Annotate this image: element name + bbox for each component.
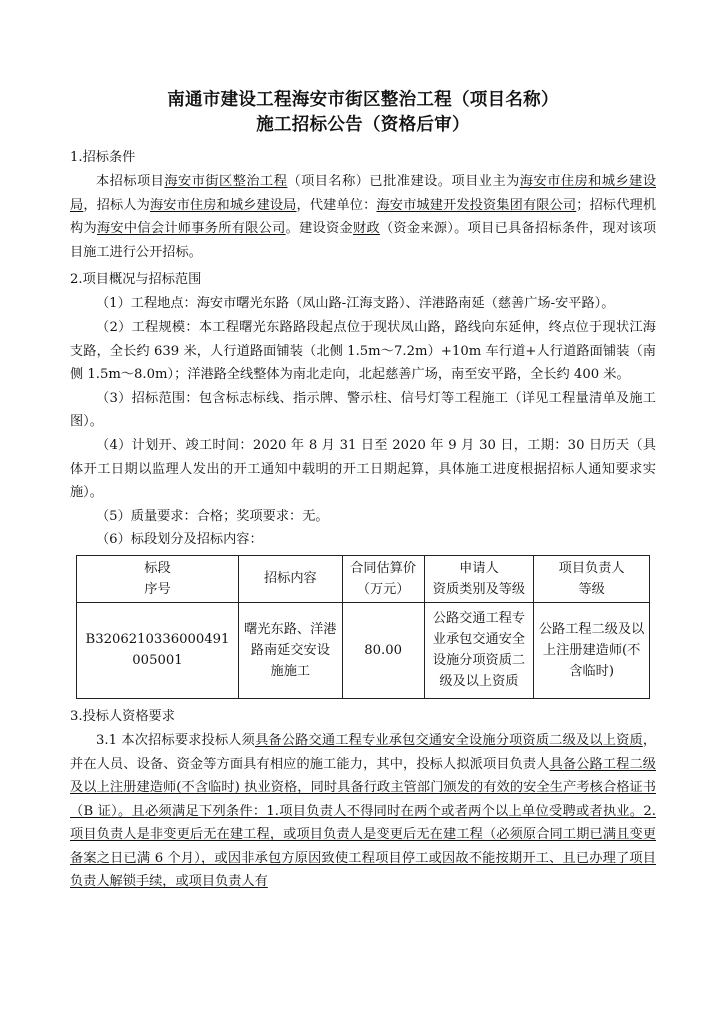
manager-cell: 公路工程二级及以 上注册建造师(不 含临时) bbox=[534, 602, 650, 698]
document-page bbox=[70, 88, 656, 894]
manager-requirements: 具备公路工程二级及以上注册建造师(不含临时) 执业资格，同时具备行政主管部门颁发的有效的安全生产考核合格证书（B 证）。且必须满足下列条件：1.项目负责人不得同时在两个或者两个以上单位受聘或者执业。2.项目负责人是非变更后无在建工程，或项目负责人是变更后无在建工程（必须原合同工期已满且变更备案之日已满 6 个月），或因非承包方原因致使工程项目停工或因故不能按期开工、且已办理了项目负责人解锁手续，或项目负责人有 bbox=[70, 756, 656, 890]
bidder-requirements bbox=[70, 729, 656, 894]
text-segment: ，并在人员、设备、资金等方面具有相应的施工能力，其中，投标人拟派项目负责人 bbox=[70, 732, 656, 772]
section1-paragraph bbox=[70, 170, 656, 264]
table-row bbox=[77, 602, 650, 698]
column-header-manager: 项目负责人 等级 bbox=[534, 555, 650, 602]
bid-lot-table bbox=[76, 555, 650, 699]
text-segment: 本招标项目 bbox=[96, 174, 165, 189]
tender-scope: （3）招标范围：包含标志标线、指示牌、警示柱、信号灯等工程施工（详见工程量清单及施工图）。 bbox=[70, 390, 656, 430]
section1-heading: 1.招标条件 bbox=[70, 150, 136, 165]
project-owner: 海安市住房和城乡建设局 bbox=[70, 174, 657, 213]
text-segment: （资金来源）。项目已具备招标条件，现对该项目施工进行公开招标。 bbox=[70, 221, 657, 260]
section2-heading: 2.项目概况与招标范围 bbox=[70, 272, 202, 288]
text-segment: ，代建单位： bbox=[296, 197, 377, 213]
text-segment: ，招标人为 bbox=[83, 197, 150, 213]
tender-agency: 海安中信会计师事务所有限公司 bbox=[96, 221, 286, 237]
document-title-line2: 施工招标公告（资格后审） bbox=[256, 115, 470, 135]
table-header-row bbox=[77, 555, 650, 602]
text-segment: （项目名称）已批准建设。项目业主为 bbox=[287, 174, 520, 189]
document-title-line1: 南通市建设工程海安市街区整治工程（项目名称） bbox=[167, 90, 559, 110]
column-header-content: 招标内容 bbox=[238, 555, 342, 602]
content-cell: 曙光东路、洋港 路南延交安设 施施工 bbox=[238, 602, 342, 698]
project-location: （1）工程地点：海安市曙光东路（凤山路-江海支路）、洋港路南延（慈善广场-安平路）。 bbox=[96, 296, 615, 312]
qualification-cell: 公路交通工程专 业承包交通安全 设施分项资质二 级及以上资质 bbox=[424, 602, 534, 698]
column-header-qualification: 申请人 资质类别及等级 bbox=[424, 555, 534, 602]
project-scale: （2）工程规模：本工程曙光东路路段起点位于现状凤山路，路线向东延伸，终点位于现状江海支路，全长约 639 米，人行道路面铺装（北侧 1.5m～7.2m）+10m 车行道+人行道路面铺装（南侧 1.5m～8.0m）；洋港路全线整体为南北走向，北起慈善广场，南至安平路，全长约 400 米。 bbox=[70, 319, 656, 383]
funding-source: 财政 bbox=[352, 221, 380, 237]
section3-heading: 3.投标人资格要求 bbox=[70, 708, 175, 724]
project-schedule: （4）计划开、竣工时间：2020 年 8 月 31 日至 2020 年 9 月 30 日，工期：30 日历天（具体开工日期以监理人发出的开工通知中载明的开工日期起算，具体施工进度根据招标人通知要求实施）。 bbox=[70, 437, 656, 501]
lot-code-cell: B3206210336000491 005001 bbox=[77, 602, 239, 698]
column-header-lot-code: 标段 序号 bbox=[77, 555, 239, 602]
quality-requirements: （5）质量要求：合格；奖项要求：无。 bbox=[96, 508, 329, 524]
agent-builder: 海安市城建开发投资集团有限公司 bbox=[376, 197, 577, 213]
lot-division: （6）标段划分及招标内容： bbox=[96, 532, 263, 548]
project-name: 海安市街区整治工程 bbox=[164, 174, 288, 189]
text-segment: ；招标代理机构为 bbox=[70, 197, 657, 237]
tenderer: 海安市住房和城乡建设局 bbox=[149, 197, 297, 213]
text-segment: 。建设资金 bbox=[285, 221, 353, 237]
column-header-price: 合同估算价 （万元） bbox=[342, 555, 424, 602]
required-qualification: 具备公路交通工程专业承包交通安全设施分项资质二级及以上资质 bbox=[255, 732, 643, 748]
text-segment: 3.1 本次招标要求投标人须 bbox=[96, 732, 256, 748]
price-cell: 80.00 bbox=[342, 602, 424, 698]
